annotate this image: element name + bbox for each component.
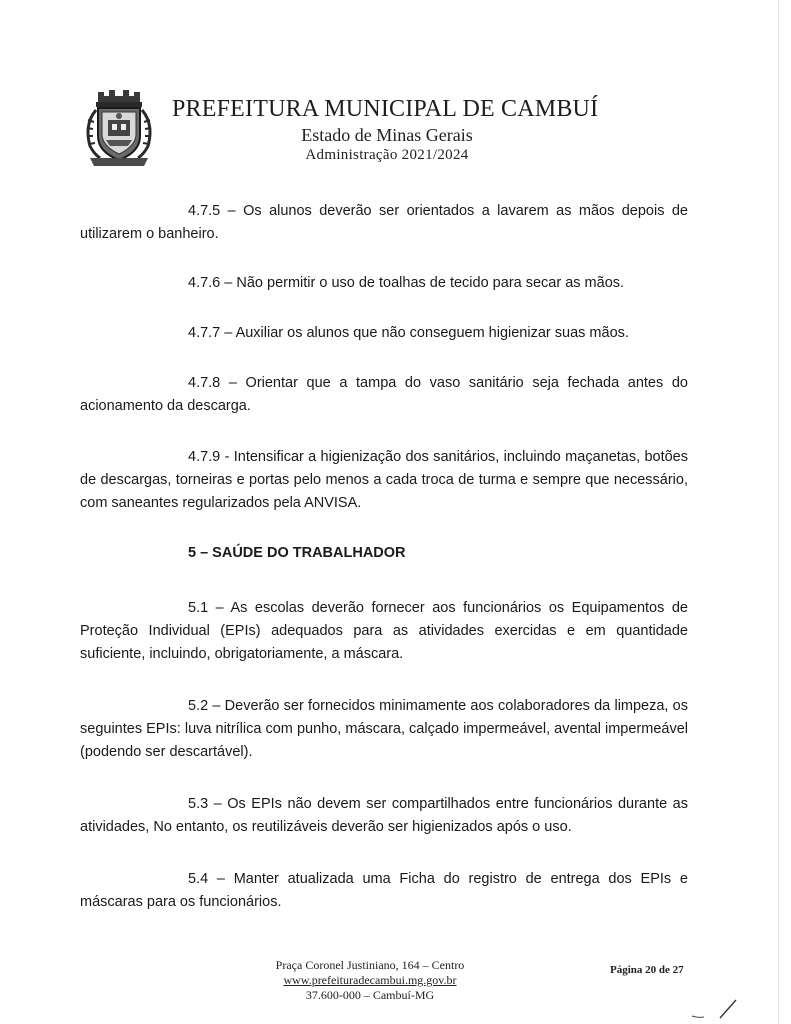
footer-zip-city: 37.600-000 – Cambuí-MG — [305, 988, 435, 1002]
header-title: PREFEITURA MUNICIPAL DE CAMBUÍ — [172, 96, 599, 122]
paragraph-5-4: 5.4 – Manter atualizada uma Ficha do registro de entrega dos EPIs e máscaras para os funcionários. — [80, 871, 688, 910]
paragraph-4-7-6: 4.7.6 – Não permitir o uso de toalhas de tecido para secar as mãos. — [188, 275, 625, 291]
footer-address: Praça Coronel Justiniano, 164 – Centro — [275, 958, 465, 972]
paragraph-5-3: 5.3 – Os EPIs não devem ser compartilhados entre funcionários durante as atividades, No entanto, os reutilizáveis deverão ser higienizados após o uso. — [80, 796, 688, 835]
section-heading-5: 5 – SAÚDE DO TRABALHADOR — [188, 545, 406, 561]
page-edge — [778, 0, 779, 1024]
header-subtitle: Estado de Minas Gerais — [301, 125, 473, 145]
header-administration: Administração 2021/2024 — [305, 147, 469, 163]
initials-mark — [690, 996, 740, 1020]
page-number: Página 20 de 27 — [610, 964, 684, 976]
paragraph-4-7-8: 4.7.8 – Orientar que a tampa do vaso sanitário seja fechada antes do acionamento da descarga. — [80, 375, 688, 414]
paragraph-4-7-9: 4.7.9 - Intensificar a higienização dos sanitários, incluindo maçanetas, botões de descargas, torneiras e portas pelo menos a cada troca de turma e sempre que necessário, com saneantes regularizados pela ANVISA. — [80, 449, 688, 511]
paragraph-5-1: 5.1 – As escolas deverão fornecer aos funcionários os Equipamentos de Proteção Individual (EPIs) adequados para as atividades exercidas e em quantidade suficiente, incluindo, obrigatoriamente, a máscara. — [80, 600, 688, 662]
footer-website-link[interactable]: www.prefeituradecambui.mg.gov.br — [283, 973, 457, 987]
municipal-seal-icon — [78, 84, 160, 170]
footer-address-block — [220, 958, 520, 1003]
paragraph-4-7-5: 4.7.5 – Os alunos deverão ser orientados a lavarem as mãos depois de utilizarem o banheiro. — [80, 203, 688, 242]
paragraph-5-2: 5.2 – Deverão ser fornecidos minimamente aos colaboradores da limpeza, os seguintes EPIs: luva nitrílica com punho, máscara, calçado impermeável, avental impermeável (podendo ser descartável). — [80, 698, 688, 760]
paragraph-4-7-7: 4.7.7 – Auxiliar os alunos que não conseguem higienizar suas mãos. — [188, 325, 629, 341]
